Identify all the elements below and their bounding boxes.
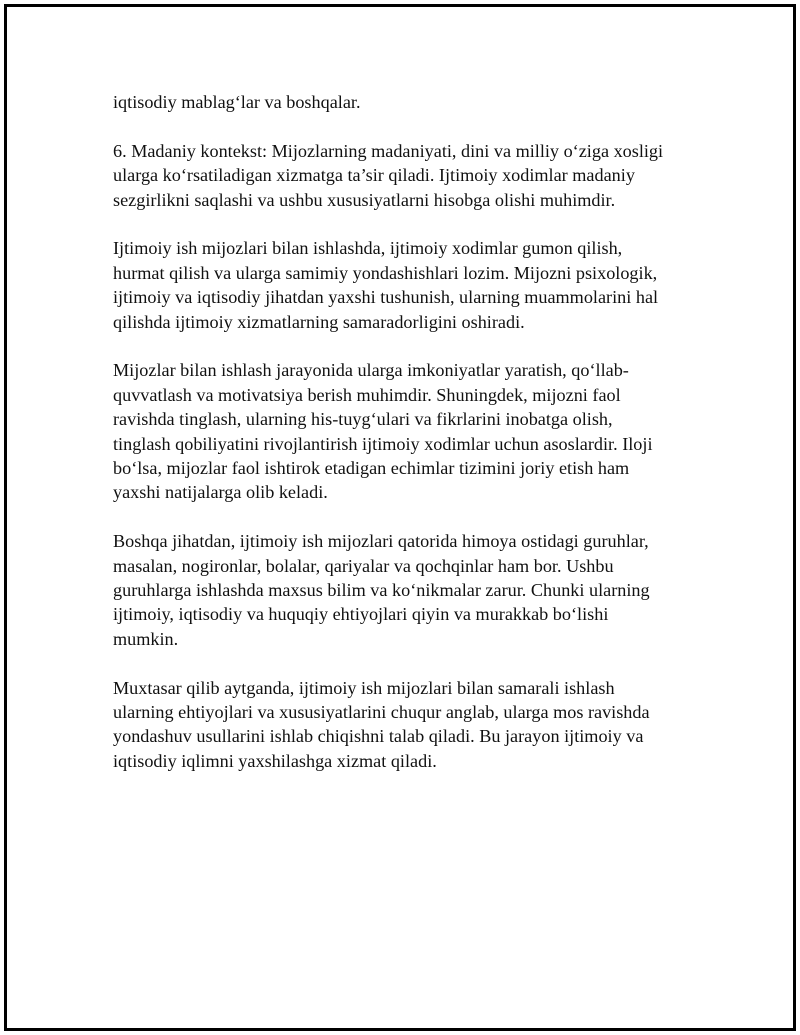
paragraph-2 — [113, 139, 683, 212]
text-line: ularga ko‘rsatiladigan xizmatga ta’sir qiladi. Ijtimoiy xodimlar madaniy — [113, 165, 635, 186]
paragraph-3 — [113, 236, 683, 334]
text-line: 6. Madaniy kontekst: Mijozlarning madaniyati, dini va milliy o‘ziga xosligi — [113, 140, 664, 161]
text-line: yaxshi natijalarga olib keladi. — [113, 482, 328, 503]
text-line: Mijozlar bilan ishlash jarayonida ularga imkoniyatlar yaratish, qo‘llab- — [113, 360, 629, 381]
text-line: bo‘lsa, mijozlar faol ishtirok etadigan echimlar tizimini joriy etish ham — [113, 458, 630, 479]
text-line: Boshqa jihatdan, ijtimoiy ish mijozlari qatorida himoya ostidagi guruhlar, — [113, 531, 649, 552]
paragraph-1 — [113, 90, 683, 114]
text-line: iqtisodiy iqlimni yaxshilashga xizmat qiladi. — [113, 750, 437, 771]
text-line: quvvatlash va motivatsiya berish muhimdir. Shuningdek, mijozni faol — [113, 384, 621, 405]
paragraph-6 — [113, 676, 683, 774]
text-line: hurmat qilish va ularga samimiy yondashishlari lozim. Mijozni psixologik, — [113, 262, 658, 283]
text-line: sezgirlikni saqlashi va ushbu xususiyatlarni hisobga olishi muhimdir. — [113, 189, 616, 210]
text-line: tinglash qobiliyatini rivojlantirish ijtimoiy xodimlar uchun asoslardir. Iloji — [113, 433, 653, 454]
text-line: ijtimoiy, iqtisodiy va huquqiy ehtiyojlari qiyin va murakkab bo‘lishi — [113, 604, 609, 625]
text-line: Ijtimoiy ish mijozlari bilan ishlashda, ijtimoiy xodimlar gumon qilish, — [113, 238, 623, 259]
text-line: ularning ehtiyojlari va xususiyatlarini chuqur anglab, ularga mos ravishda — [113, 702, 650, 723]
text-line: qilishda ijtimoiy xizmatlarning samaradorligini oshiradi. — [113, 311, 525, 332]
text-line: mumkin. — [113, 628, 179, 649]
document-body — [113, 90, 683, 798]
text-line: Muxtasar qilib aytganda, ijtimoiy ish mijozlari bilan samarali ishlash — [113, 677, 615, 698]
text-line: ravishda tinglash, ularning his-tuyg‘ulari va fikrlarini inobatga olish, — [113, 409, 613, 430]
paragraph-4 — [113, 358, 683, 504]
text-line: ijtimoiy va iqtisodiy jihatdan yaxshi tushunish, ularning muammolarini hal — [113, 287, 659, 308]
text-line: yondashuv usullarini ishlab chiqishni talab qiladi. Bu jarayon ijtimoiy va — [113, 726, 644, 747]
text-line: iqtisodiy mablag‘lar va boshqalar. — [113, 92, 361, 112]
text-line: guruhlarga ishlashda maxsus bilim va ko‘nikmalar zarur. Chunki ularning — [113, 580, 650, 601]
text-line: masalan, nogironlar, bolalar, qariyalar va qochqinlar ham bor. Ushbu — [113, 555, 614, 576]
paragraph-5 — [113, 529, 683, 651]
